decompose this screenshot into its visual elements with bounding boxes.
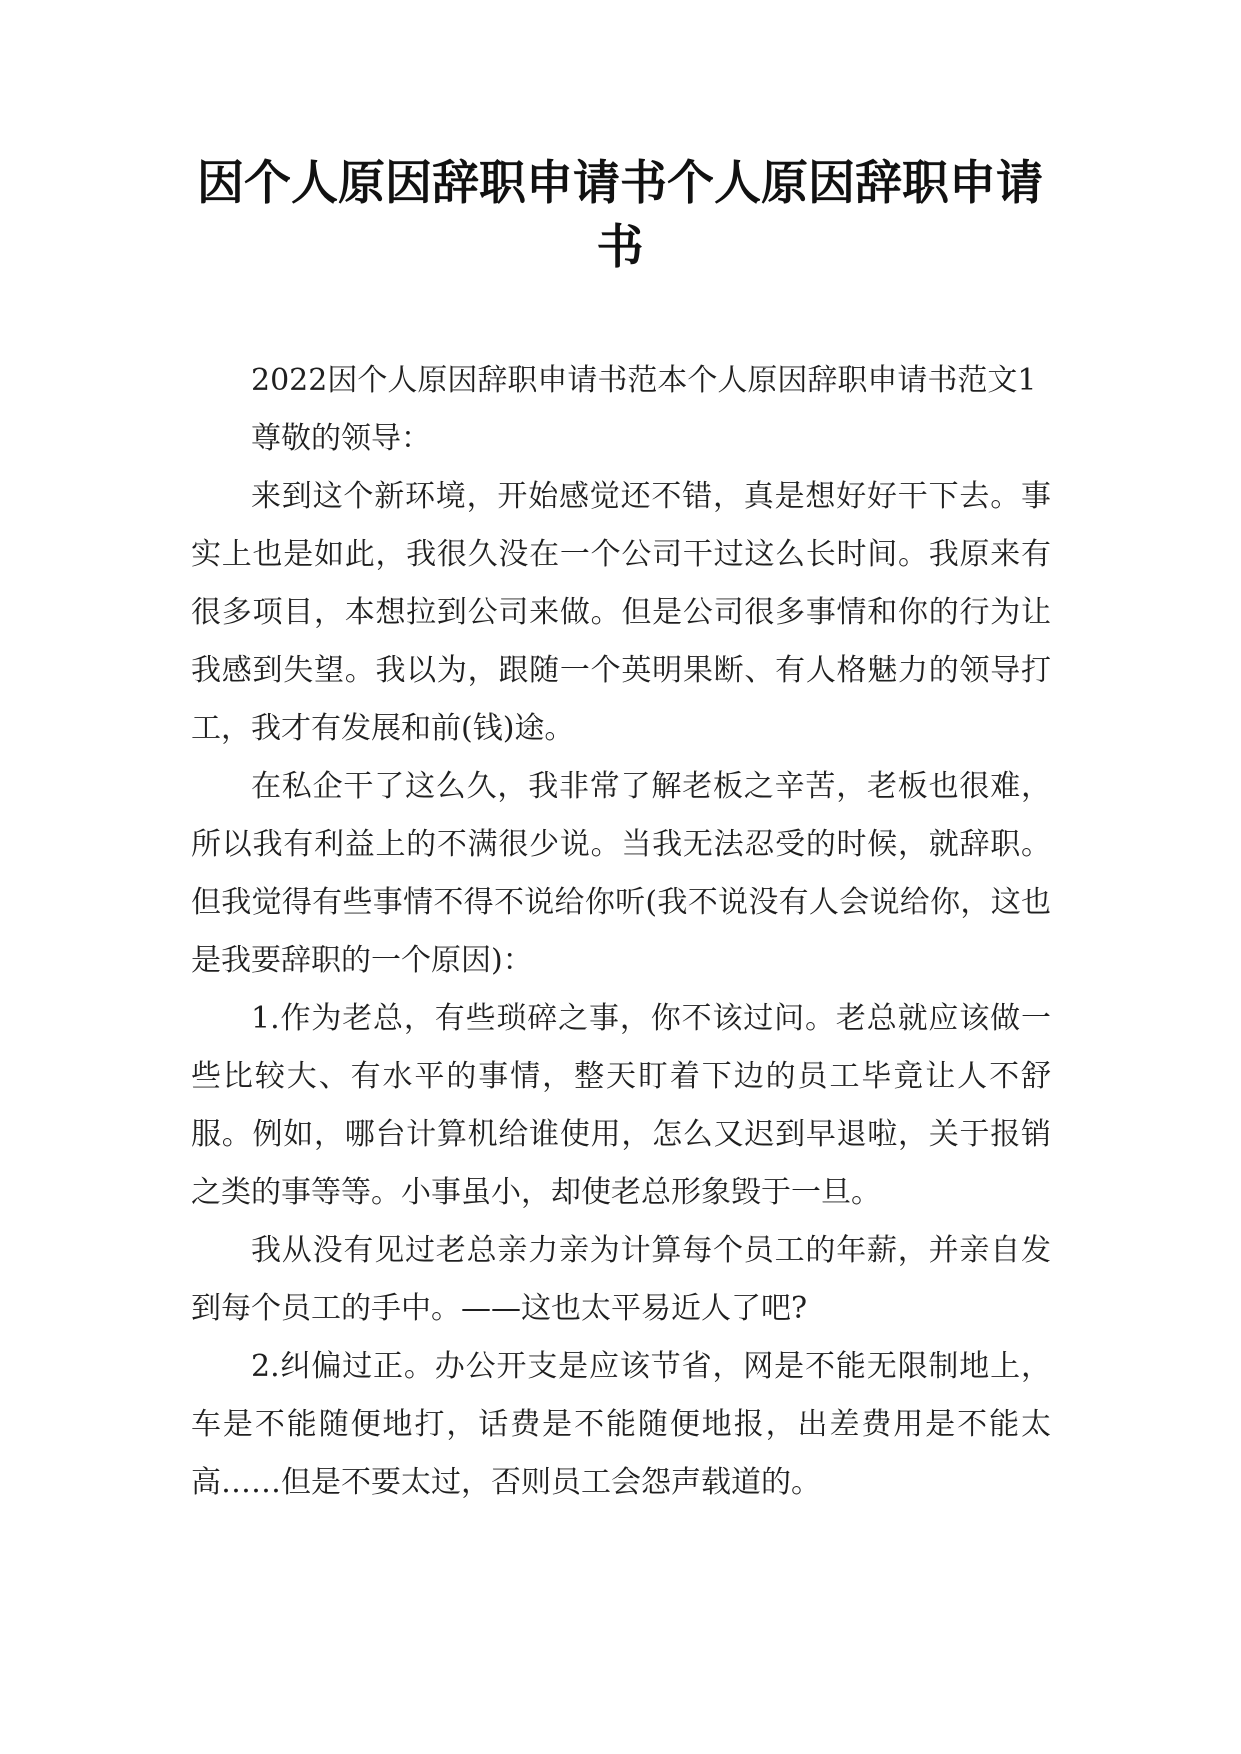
paragraph: 在私企干了这么久，我非常了解老板之辛苦，老板也很难，所以我有利益上的不满很少说。当我无法忍受的时候，就辞职。但我觉得有些事情不得不说给你听(我不说没有人会说给你，这也是我要辞职的一个原因)： xyxy=(191,769,1051,978)
paragraph: 我从没有见过老总亲力亲为计算每个员工的年薪，并亲自发到每个员工的手中。——这也太平易近人了吧? xyxy=(191,1233,1051,1326)
paragraph: 来到这个新环境，开始感觉还不错，真是想好好干下去。事实上也是如此，我很久没在一个公司干过这么长时间。我原来有很多项目，本想拉到公司来做。但是公司很多事情和你的行为让我感到失望。我以为，跟随一个英明果断、有人格魅力的领导打工，我才有发展和前(钱)途。 xyxy=(191,479,1051,746)
paragraph-heading: 2022因个人原因辞职申请书范本个人原因辞职申请书范文1 xyxy=(251,363,1037,398)
paragraph-salutation: 尊敬的领导： xyxy=(251,421,431,456)
paragraph: 2.纠偏过正。办公开支是应该节省，网是不能无限制地上，车是不能随便地打，话费是不能随便地报，出差费用是不能太高……但是不要太过，否则员工会怨声载道的。 xyxy=(191,1349,1051,1500)
document-title: 因个人原因辞职申请书个人原因辞职申请书 xyxy=(197,156,1043,275)
document-body xyxy=(191,352,1051,1512)
paragraph: 1.作为老总，有些琐碎之事，你不该过问。老总就应该做一些比较大、有水平的事情，整天盯着下边的员工毕竟让人不舒服。例如，哪台计算机给谁使用，怎么又迟到早退啦，关于报销之类的事等等。小事虽小，却使老总形象毁于一旦。 xyxy=(191,1001,1051,1210)
